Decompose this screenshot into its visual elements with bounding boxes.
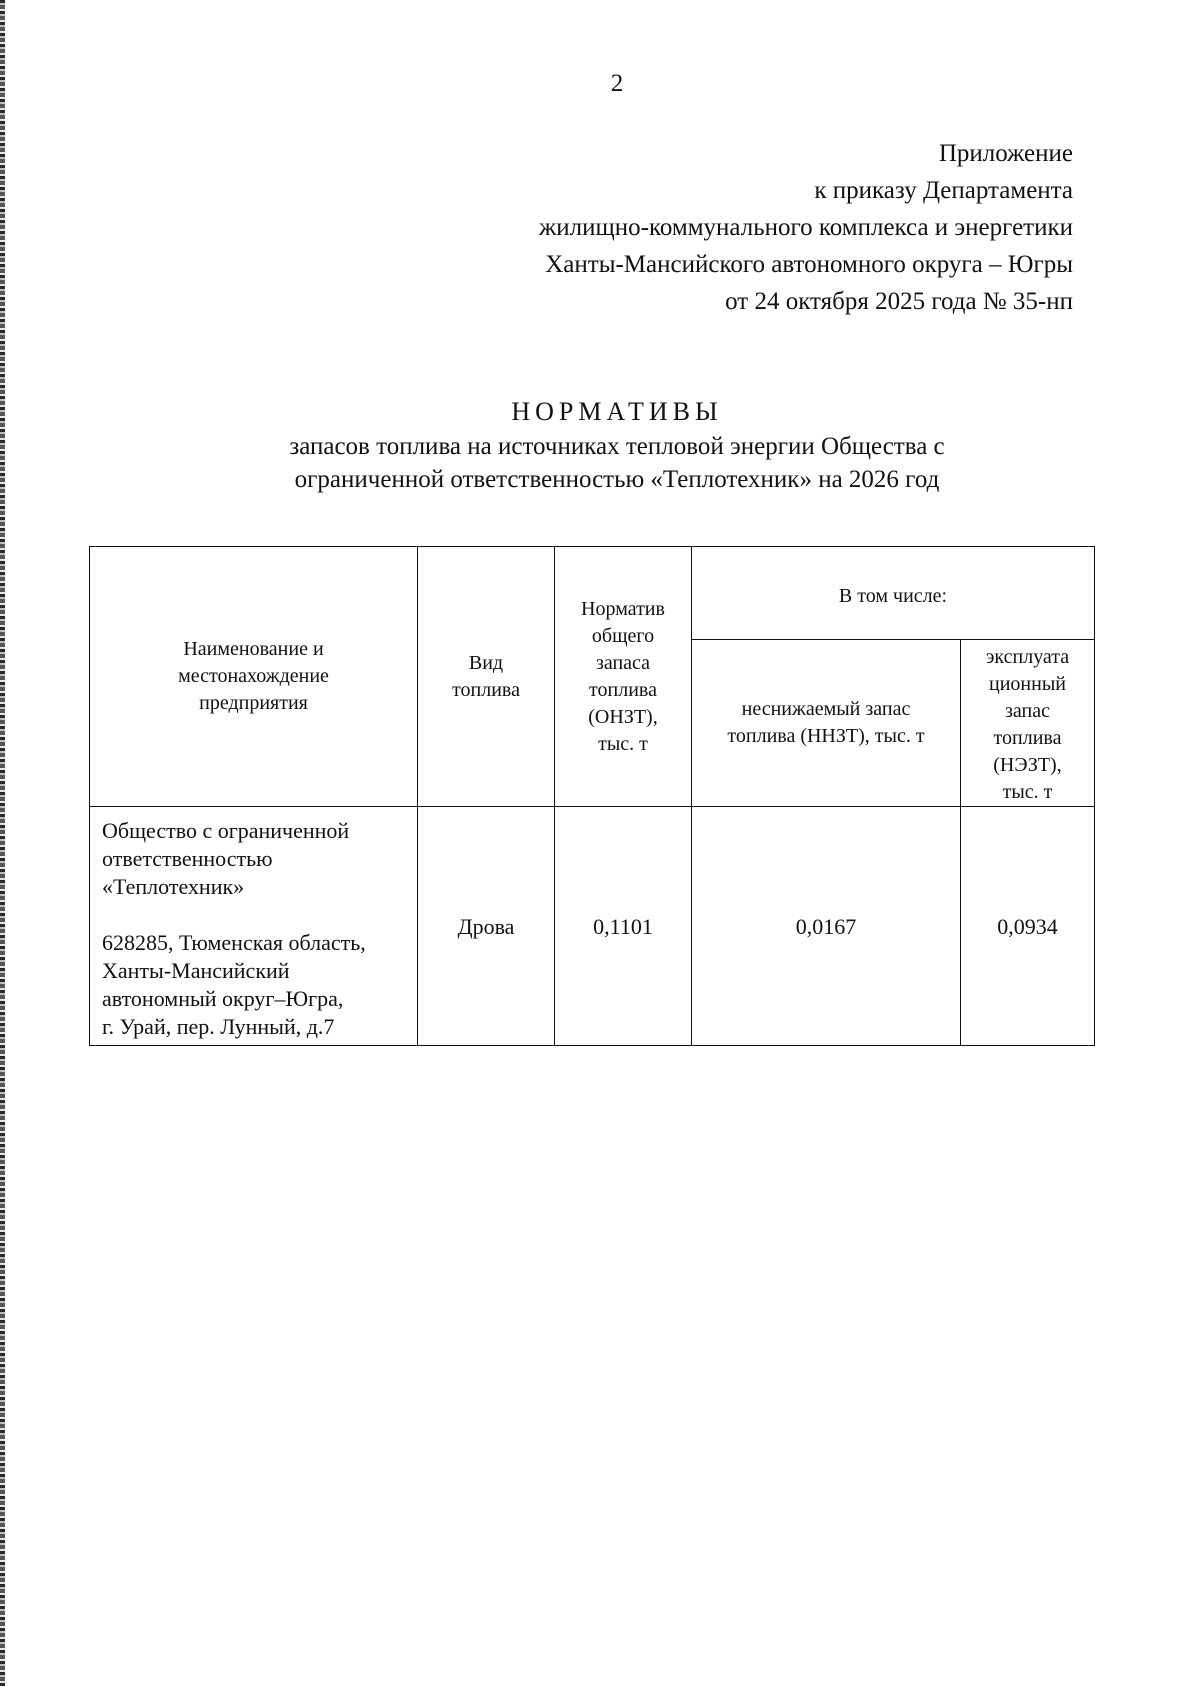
subtitle-line: запасов топлива на источниках тепловой энергии Общества с <box>289 433 945 460</box>
org-cell <box>90 807 418 1046</box>
org-address-line: автономный округ–Югра, <box>102 986 344 1011</box>
header-onzt: Норматив общего запаса топлива (ОНЗТ), тыс. т <box>555 547 692 807</box>
document-title: НОРМАТИВЫ <box>511 397 723 426</box>
fuel-cell: Дрова <box>418 807 555 1046</box>
nezt-cell: 0,0934 <box>961 807 1095 1046</box>
scan-edge <box>0 0 5 1686</box>
page-number: 2 <box>610 70 624 97</box>
appendix-line: от 24 октября 2025 года № 35-нп <box>725 288 1073 315</box>
subtitle-line: ограниченной ответственностью «Теплотехник» на 2026 год <box>294 466 940 493</box>
appendix-line: к приказу Департамента <box>814 177 1073 204</box>
document-subtitle <box>90 430 1144 496</box>
header-fuel-type: Вид топлива <box>418 547 555 807</box>
org-name-line: ответственностью <box>102 846 273 871</box>
appendix-line: Ханты-Мансийского автономного округа – Югры <box>545 251 1073 278</box>
appendix-block <box>539 135 1073 320</box>
appendix-line: жилищно-коммунального комплекса и энергетики <box>539 214 1073 241</box>
nnzt-cell: 0,0167 <box>692 807 961 1046</box>
header-including: В том числе: <box>692 547 1095 640</box>
onzt-cell: 0,1101 <box>555 807 692 1046</box>
org-name-line: Общество с ограниченной <box>102 818 350 843</box>
header-name: Наименование и местонахождение предприятия <box>90 547 418 807</box>
header-nnzt: неснижаемый запас топлива (ННЗТ), тыс. т <box>692 640 961 807</box>
org-address-line: г. Урай, пер. Лунный, д.7 <box>102 1014 335 1039</box>
fuel-norms-table <box>89 546 1095 1046</box>
org-name-line: «Теплотехник» <box>102 874 245 899</box>
org-address-line: 628285, Тюменская область, <box>102 930 366 955</box>
table-row <box>90 807 1095 1046</box>
appendix-line: Приложение <box>938 140 1073 167</box>
header-nezt: эксплуата ционный запас топлива (НЭЗТ), тыс. т <box>961 640 1095 807</box>
org-address-line: Ханты-Мансийский <box>102 958 290 983</box>
